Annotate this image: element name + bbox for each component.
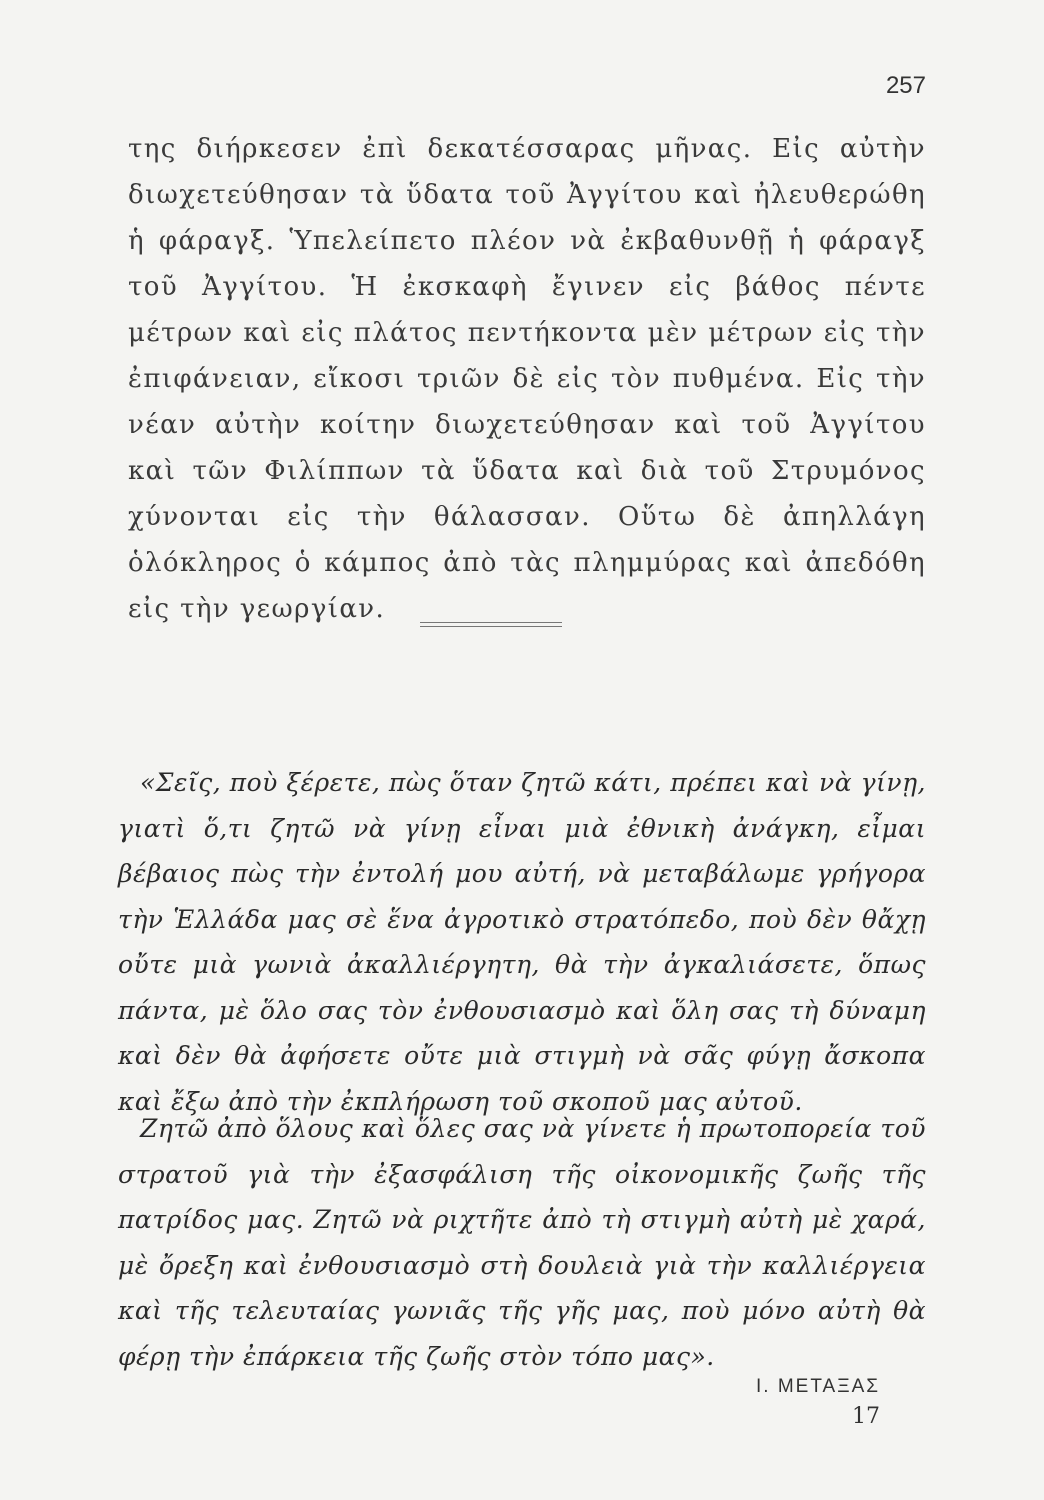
quote-text-1: «Σεῖς, ποὺ ξέρετε, πὼς ὅταν ζητῶ κάτι, πρέπει καὶ νὰ γίνῃ, γιατὶ ὅ,τι ζητῶ νὰ γίνῃ εἶναι μιὰ ἐθνικὴ ἀνάγκη, εἶμαι βέβαιος πὼς τὴν ἐντολή μου αὐτή, νὰ μεταβάλωμε γρήγορα τὴν Ἑλλάδα μας σὲ ἕνα ἀγροτικὸ στρατόπεδο, ποὺ δὲν θἄχῃ οὔτε μιὰ γωνιὰ ἀκαλλιέργητη, θὰ τὴν ἀγκαλιάσετε, ὅπως πάντα, μὲ ὅλο σας τὸν ἐνθουσιασμὸ καὶ ὅλη σας τὴ δύναμη καὶ δὲν θὰ ἀφήσετε οὔτε μιὰ στιγμὴ νὰ σᾶς φύγῃ ἄσκοπα καὶ ἔξω ἀπὸ τὴν ἐκπλήρωση τοῦ σκοποῦ μας αὐτοῦ.	[118, 768, 926, 1116]
quote-paragraph-2	[118, 1106, 926, 1379]
body-paragraph: της διήρκεσεν ἐπὶ δεκατέσσαρας μῆνας. Εἰς αὐτὴν διωχετεύθησαν τὰ ὕδατα τοῦ Ἀγγίτου καὶ ἠλευθερώθη ἡ φάραγξ. Ὑπελείπετο πλέον νὰ ἐκβαθυνθῇ ἡ φάραγξ τοῦ Ἀγγίτου. Ἡ ἐκσκαφὴ ἔγινεν εἰς βάθος πέντε μέτρων καὶ εἰς πλάτος πεντήκοντα μὲν μέτρων εἰς τὴν ἐπιφάνειαν, εἴκοσι τριῶν δὲ εἰς τὸν πυθμένα. Εἰς τὴν νέαν αὐτὴν κοίτην διωχετεύθησαν καὶ τοῦ Ἀγγίτου καὶ τῶν Φιλίππων τὰ ὕδατα καὶ διὰ τοῦ Στρυμόνος χύνονται εἰς τὴν θάλασσαν. Οὕτω δὲ ἀπηλλάγη ὁλόκληρος ὁ κάμπος ἀπὸ τὰς πλημμύρας καὶ ἀπεδόθη εἰς τὴν γεωργίαν.	[128, 134, 926, 624]
quote-author: Ι. ΜΕΤΑΞΑΣ	[756, 1376, 880, 1397]
signature-number: 17	[852, 1404, 880, 1429]
quote-text-2: Ζητῶ ἀπὸ ὅλους καὶ ὅλες σας νὰ γίνετε ἡ πρωτοπορεία τοῦ στρατοῦ γιὰ τὴν ἐξασφάλιση τῆς οἰκονομικῆς ζωῆς τῆς πατρίδος μας. Ζητῶ νὰ ριχτῆτε ἀπὸ τὴ στιγμὴ αὐτὴ μὲ χαρά, μὲ ὄρεξη καὶ ἐνθουσιασμὸ στὴ δουλειὰ γιὰ τὴν καλλιέργεια καὶ τῆς τελευταίας γωνιᾶς τῆς γῆς μας, ποὺ μόνο αὐτὴ θὰ φέρῃ τὴν ἐπάρκεια τῆς ζωῆς στὸν τόπο μας».	[118, 1114, 926, 1371]
page-number: 257	[885, 72, 926, 99]
quote-paragraph-1	[118, 760, 926, 1124]
section-divider	[420, 622, 562, 623]
